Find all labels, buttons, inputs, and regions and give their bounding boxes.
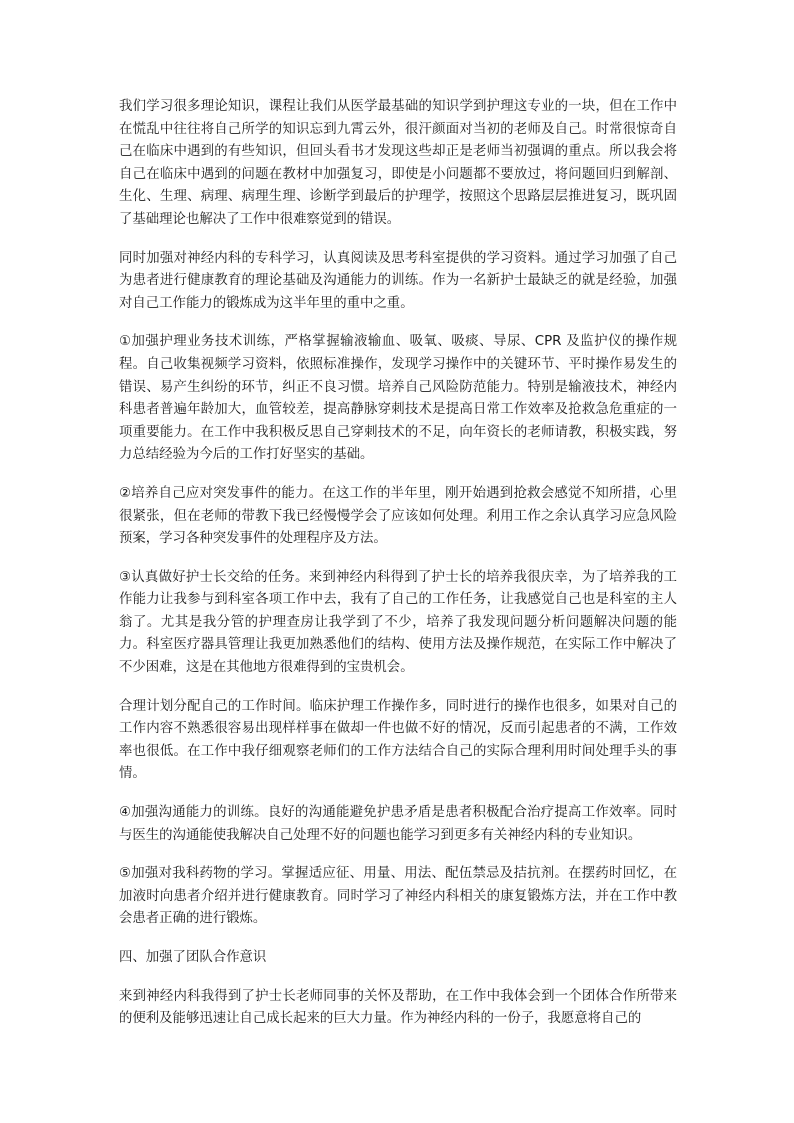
paragraph-emergency-response: ②培养自己应对突发事件的能力。在这工作的半年里，刚开始遇到抢救会感觉不知所措，心里很紧张，但在老师的带教下我已经慢慢学会了应该如何处理。利用工作之余认真学习应急风险预案，学习各种突发事件的处理程序及方法。 xyxy=(119,485,677,547)
paragraph-communication: ④加强沟通能力的训练。良好的沟通能避免护患矛盾是患者积极配合治疗提高工作效率。同时与医生的沟通能使我解决自己处理不好的问题也能学习到更多有关神经内科的专业知识。 xyxy=(119,805,677,843)
paragraph-time-planning: 合理计划分配自己的工作时间。临床护理工作操作多，同时进行的操作也很多，如果对自己的工作内容不熟悉很容易出现样样事在做却一件也做不好的情况，反而引起患者的不满，工作效率也很低。在工作中我仔细观察老师们的工作方法结合自己的实际合理利用时间处理手头的事情。 xyxy=(119,698,677,782)
paragraph-skill-training: ①加强护理业务技术训练，严格掌握输液输血、吸氧、吸痰、导尿、CPR 及监护仪的操作规程。自己收集视频学习资料，依照标准操作，发现学习操作中的关键环节、平时操作易发生的错误、易产生纠纷的环节，纠正不良习惯。培养自己风险防范能力。特别是输液技术，神经内科患者普遍年龄加大，血管较差，提高静脉穿刺技术是提高日常工作效率及抢救急危重症的一项重要能力。在工作中我积极反思自己穿刺技术的不足，向年资长的老师请教，积极实践，努力总结经验为今后的工作打好坚实的基础。 xyxy=(119,334,677,463)
paragraph-specialty-study: 同时加强对神经内科的专科学习，认真阅读及思考科室提供的学习资料。通过学习加强了自己为患者进行健康教育的理论基础及沟通能力的训练。作为一名新护士最缺乏的就是经验，加强对自己工作能力的锻炼成为这半年里的重中之重。 xyxy=(119,250,677,311)
paragraph-medication-study: ⑤加强对我科药物的学习。掌握适应征、用量、用法、配伍禁忌及拮抗剂。在摆药时回忆，在加液时向患者介绍并进行健康教育。同时学习了神经内科相关的康复锻炼方法，并在工作中教会患者正确的进行锻炼。 xyxy=(119,866,677,927)
section-heading-teamwork: 四、加强了团队合作意识 xyxy=(119,950,267,965)
paragraph-theory-review: 我们学习很多理论知识，课程让我们从医学最基础的知识学到护理这专业的一块，但在工作中在慌乱中往往将自己所学的知识忘到九霄云外，很汗颜面对当初的老师及自己。时常很惊奇自己在临床中遇到的有些知识，但回头看书才发现这些却正是老师当初强调的重点。所以我会将自己在临床中遇到的问题在教材中加强复习，即使是小问题都不要放过，将问题回归到解剖、生化、生理、病理、病理生理、诊断学到最后的护理学，按照这个思路层层推进复习，既巩固了基础理论也解决了工作中很难察觉到的错误。 xyxy=(119,99,677,227)
paragraph-head-nurse-tasks: ③认真做好护士长交给的任务。来到神经内科得到了护士长的培养我很庆幸，为了培养我的工作能力让我参与到科室各项工作中去，我有了自己的工作任务，让我感觉自己也是科室的主人翁了。尤其是我分管的护理查房让我学到了不少，培养了我发现问题分析问题解决问题的能力。科室医疗器具管理让我更加熟悉他们的结构、使用方法及操作规范，在实际工作中解决了不少困难，这是在其他地方很难得到的宝贵机会。 xyxy=(119,569,677,676)
document-page xyxy=(119,96,677,1047)
paragraph-teamwork: 来到神经内科我得到了护士长老师同事的关怀及帮助，在工作中我体会到一个团体合作所带来的便利及能够迅速让自己成长起来的巨大力量。作为神经内科的一份子，我愿意将自己的 xyxy=(119,988,677,1027)
